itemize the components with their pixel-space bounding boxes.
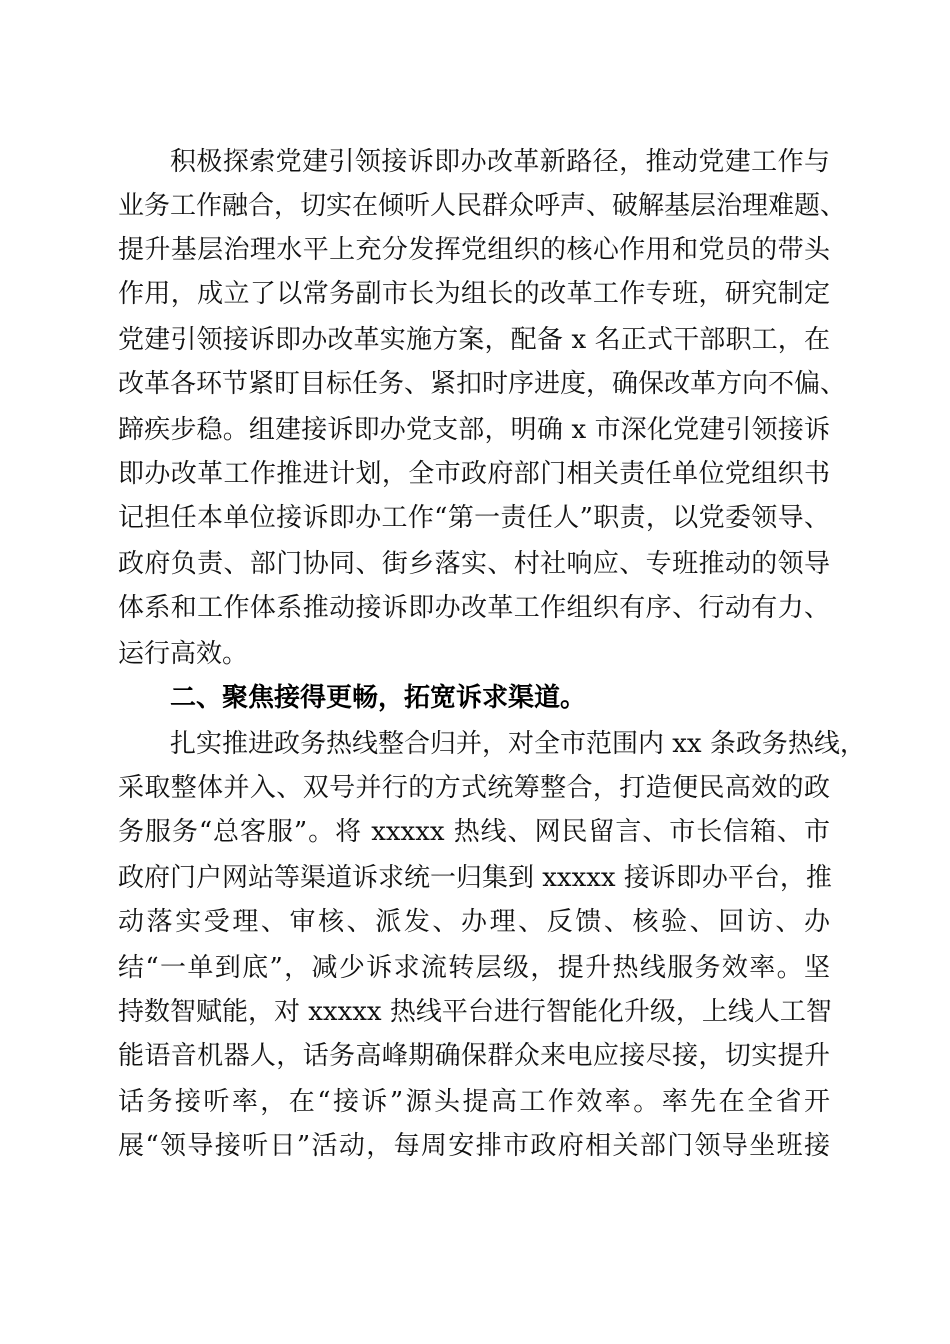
paragraph-line: 即办改革工作推进计划，全市政府部门相关责任单位党组织书 <box>118 459 830 489</box>
paragraph-line: 记担任本单位接诉即办工作“第一责任人”职责，以党委领导、 <box>118 503 830 533</box>
paragraph-line: 政府门户网站等渠道诉求统一归集到 xxxxx 接诉即办平台，推 <box>118 863 832 893</box>
paragraph-line: 动落实受理、审核、派发、办理、反馈、核验、回访、办 <box>118 907 830 937</box>
paragraph-line: 持数智赋能，对 xxxxx 热线平台进行智能化升级，上线人工智 <box>118 997 832 1027</box>
paragraph-line: 党建引领接诉即办改革实施方案，配备 x 名正式干部职工，在 <box>118 325 830 355</box>
paragraph-line: 务服务“总客服”。将 xxxxx 热线、网民留言、市长信箱、市 <box>118 817 830 847</box>
paragraph-line: 蹄疾步稳。组建接诉即办党支部，明确 x 市深化党建引领接诉 <box>118 415 830 445</box>
paragraph-line: 作用，成立了以常务副市长为组长的改革工作专班，研究制定 <box>118 279 830 309</box>
paragraph-line: 扎实推进政务热线整合归并，对全市范围内 xx 条政务热线， <box>170 729 866 759</box>
paragraph-line: 体系和工作体系推动接诉即办改革工作组织有序、行动有力、 <box>118 593 830 623</box>
section-heading: 二、聚焦接得更畅，拓宽诉求渠道。 <box>170 683 587 713</box>
paragraph-line: 运行高效。 <box>118 639 249 669</box>
paragraph-line: 业务工作融合，切实在倾听人民群众呼声、破解基层治理难题、 <box>118 191 847 221</box>
paragraph-line: 展“领导接听日”活动，每周安排市政府相关部门领导坐班接 <box>118 1131 830 1161</box>
paragraph-line: 政府负责、部门协同、街乡落实、村社响应、专班推动的领导 <box>118 549 830 579</box>
paragraph-line: 提升基层治理水平上充分发挥党组织的核心作用和党员的带头 <box>118 235 830 265</box>
paragraph-line: 能语音机器人，话务高峰期确保群众来电应接尽接，切实提升 <box>118 1041 830 1071</box>
paragraph-line: 积极探索党建引领接诉即办改革新路径，推动党建工作与 <box>170 147 830 177</box>
paragraph-line: 改革各环节紧盯目标任务、紧扣时序进度，确保改革方向不偏、 <box>118 369 847 399</box>
paragraph-line: 话务接听率，在“接诉”源头提高工作效率。率先在全省开 <box>118 1087 830 1117</box>
paragraph-line: 采取整体并入、双号并行的方式统筹整合，打造便民高效的政 <box>118 773 830 803</box>
paragraph-line: 结“一单到底”，减少诉求流转层级，提升热线服务效率。坚 <box>118 953 830 983</box>
